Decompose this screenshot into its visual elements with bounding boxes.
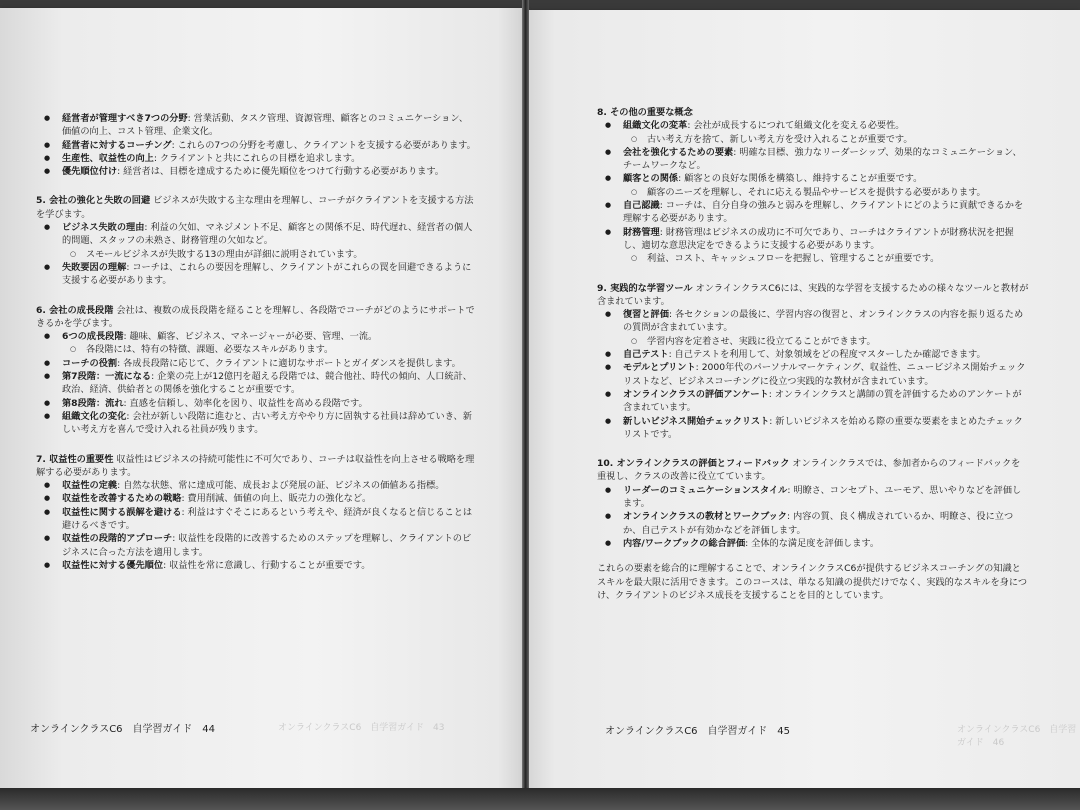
section-10	[597, 457, 1029, 550]
list-item: ● 顧客との関係: 顧客との良好な関係を構築し、維持することが重要です。	[623, 172, 1029, 185]
list-item: ● 自己認識: コーチは、自分自身の強みと弱みを理解し、クライアントにどのように貢献できるかを理解する必要があります。	[623, 199, 1029, 226]
list-item: ● 財務管理: 財務管理はビジネスの成功に不可欠であり、コーチはクライアントが財務状況を把握し、適切な意思決定をできるように支援する必要があります。	[623, 226, 1029, 253]
list-item: ● 経営者に対するコーチング: これらの7つの分野を考慮し、クライアントを支援する必要があります。	[62, 139, 476, 152]
page-footer: オンラインクラスC6 自学習ガイド 45	[605, 726, 790, 737]
closing-paragraph: これらの要素を総合的に理解することで、オンラインクラスC6が提供するビジネスコーチングの知識とスキルを最大限に活用できます。このコースは、単なる知識の提供だけでなく、実践的なスキルを身につけ、クライアントのビジネス成長を支援することを目的としています。	[597, 563, 1028, 601]
sub-list-item: ○ 学習内容を定着させ、実践に役立てることができます。	[623, 335, 1029, 348]
list-item: ● 6つの成長段階: 趣味、顧客、ビジネス、マネージャーが必要、管理、一流。	[62, 330, 476, 343]
list-item: ● 復習と評価: 各セクションの最後に、学習内容の復習と、オンラインクラスの内容を振り返るための質問が含まれています。	[623, 308, 1029, 335]
page-right-content	[597, 106, 1029, 602]
list-item: ● 会社を強化するための要素: 明確な目標、強力なリーダーシップ、効果的なコミュニケーション、チームワークなど。	[623, 146, 1029, 173]
list-item: ● 自己テスト: 自己テストを利用して、対象領域をどの程度マスターしたか確認できます。	[623, 348, 1029, 361]
list-item: ● 収益性の定義: 自然な状態、常に達成可能、成長および発展の証、ビジネスの価値ある指標。	[62, 479, 476, 492]
section-heading: 9. 実践的な学習ツール オンラインクラスC6には、実践的な学習を支援するための様々なツールと教材が含まれています。	[597, 282, 1029, 307]
section-heading: 7. 収益性の重要性 収益性はビジネスの持続可能性に不可欠であり、コーチは収益性を向上させる戦略を理解する必要があります。	[36, 453, 475, 478]
list-item: ● 内容/ワークブックの総合評価: 全体的な満足度を評価します。	[623, 537, 1029, 550]
list-item: ● 組織文化の変革: 会社が成長するにつれて組織文化を変える必要性。	[623, 119, 1029, 132]
sub-list-item: ○ 利益、コスト、キャッシュフローを把握し、管理することが重要です。	[623, 252, 1029, 265]
list-item: ● 第7段階：一流になる: 企業の売上が12億円を超える段階では、競合他社、時代の傾向、人口統計、政治、経済、供給者との関係を強化することが重要です。	[62, 370, 476, 397]
list-item: ● 収益性に関する誤解を避ける: 利益はすぐそこにあるという考えや、経済が良くなると信じることは避けるべきです。	[62, 506, 476, 533]
list-item: ● ビジネス失敗の理由: 利益の欠如、マネジメント不足、顧客との関係不足、時代遅れ、経営者の個人的問題、スタッフの未熟さ、財務管理の欠如など。	[62, 221, 476, 248]
section-8	[597, 106, 1029, 266]
list-item: ● リーダーのコミュニケーションスタイル: 明瞭さ、コンセプト、ユーモア、思いやりなどを評価します。	[623, 484, 1029, 511]
page-footer: オンラインクラスC6 自学習ガイド 44	[30, 724, 215, 735]
section-heading: 5. 会社の強化と失敗の回避 ビジネスが失敗する主な理由を理解し、コーチがクライアントを支援する方法を学びます。	[36, 195, 474, 220]
page-right	[527, 10, 1080, 800]
page-left-content	[36, 112, 476, 582]
list-item: ● 失敗要因の理解: コーチは、これらの要因を理解し、クライアントがこれらの罠を回避できるように支援する必要があります。	[62, 261, 476, 288]
list-item: ● 経営者が管理すべき7つの分野: 営業活動、タスク管理、資源管理、顧客とのコミュニケーション、価値の向上、コスト管理、企業文化。	[62, 112, 476, 139]
page-left	[0, 8, 524, 796]
list-item: ● 新しいビジネス開始チェックリスト: 新しいビジネスを始める際の重要な要素をまとめたチェックリストです。	[623, 415, 1029, 442]
section-9	[597, 282, 1029, 442]
sub-list-item: ○ スモールビジネスが失敗する13の理由が詳細に説明されています。	[62, 248, 476, 261]
section-6	[36, 304, 476, 437]
list-item: ● 優先順位付け: 経営者は、目標を達成するために優先順位をつけて行動する必要があります。	[62, 165, 476, 178]
sub-list-item: ○ 各段階には、特有の特徴、課題、必要なスキルがあります。	[62, 343, 476, 356]
list-item: ● モデルとプリント: 2000年代のパーソナルマーケティング、収益性、ニュービジネス開始チェックリストなど、ビジネスコーチングに役立つ実践的な教材が含まれています。	[623, 361, 1029, 388]
section-heading: 8. その他の重要な概念	[597, 107, 693, 118]
list-item: ● 収益性の段階的アプローチ: 収益性を段階的に改善するためのステップを理解し、クライアントのビジネスに合った方法を適用します。	[62, 532, 476, 559]
left-top-list	[36, 112, 476, 178]
list-item: ● オンラインクラスの教材とワークブック: 内容の質、良く構成されているか、明瞭さ、役に立つか、自己テストが有効かなどを評価します。	[623, 510, 1029, 537]
list-item: ● 生産性、収益性の向上: クライアントと共にこれらの目標を追求します。	[62, 152, 476, 165]
bleed-through-footer: オンラインクラスC6 自学習ガイド 46	[957, 725, 1077, 748]
desk-surface	[0, 788, 1080, 810]
bleed-through-footer: オンラインクラスC6 自学習ガイド 43	[278, 723, 445, 733]
section-heading: 10. オンラインクラスの評価とフィードバック オンラインクラスでは、参加者からのフィードバックを重視し、クラスの改善に役立てています。	[597, 458, 1021, 483]
list-item: ● 第8段階：流れ: 直感を信頼し、効率化を図り、収益性を高める段階です。	[62, 397, 476, 410]
list-item: ● オンラインクラスの評価アンケート: オンラインクラスと講師の質を評価するためのアンケートが含まれています。	[623, 388, 1029, 415]
sub-list-item: ○ 古い考え方を捨て、新しい考え方を受け入れることが重要です。	[623, 133, 1029, 146]
list-item: ● コーチの役割: 各成長段階に応じて、クライアントに適切なサポートとガイダンスを提供します。	[62, 357, 476, 370]
list-item: ● 組織文化の変化: 会社が新しい段階に進むと、古い考え方ややり方に固執する社員は辞めていき、新しい考え方を喜んで受け入れる社員が残ります。	[62, 410, 476, 437]
list-item: ● 収益性に対する優先順位: 収益性を常に意識し、行動することが重要です。	[62, 559, 476, 572]
section-7	[36, 453, 476, 573]
section-5	[36, 194, 476, 287]
book-gutter	[522, 0, 529, 810]
section-heading: 6. 会社の成長段階 会社は、複数の成長段階を経ることを理解し、各段階でコーチがどのようにサポートできるかを学びます。	[36, 304, 475, 329]
list-item: ● 収益性を改善するための戦略: 費用削減、価値の向上、販売力の強化など。	[62, 492, 476, 505]
sub-list-item: ○ 顧客のニーズを理解し、それに応える製品やサービスを提供する必要があります。	[623, 186, 1029, 199]
